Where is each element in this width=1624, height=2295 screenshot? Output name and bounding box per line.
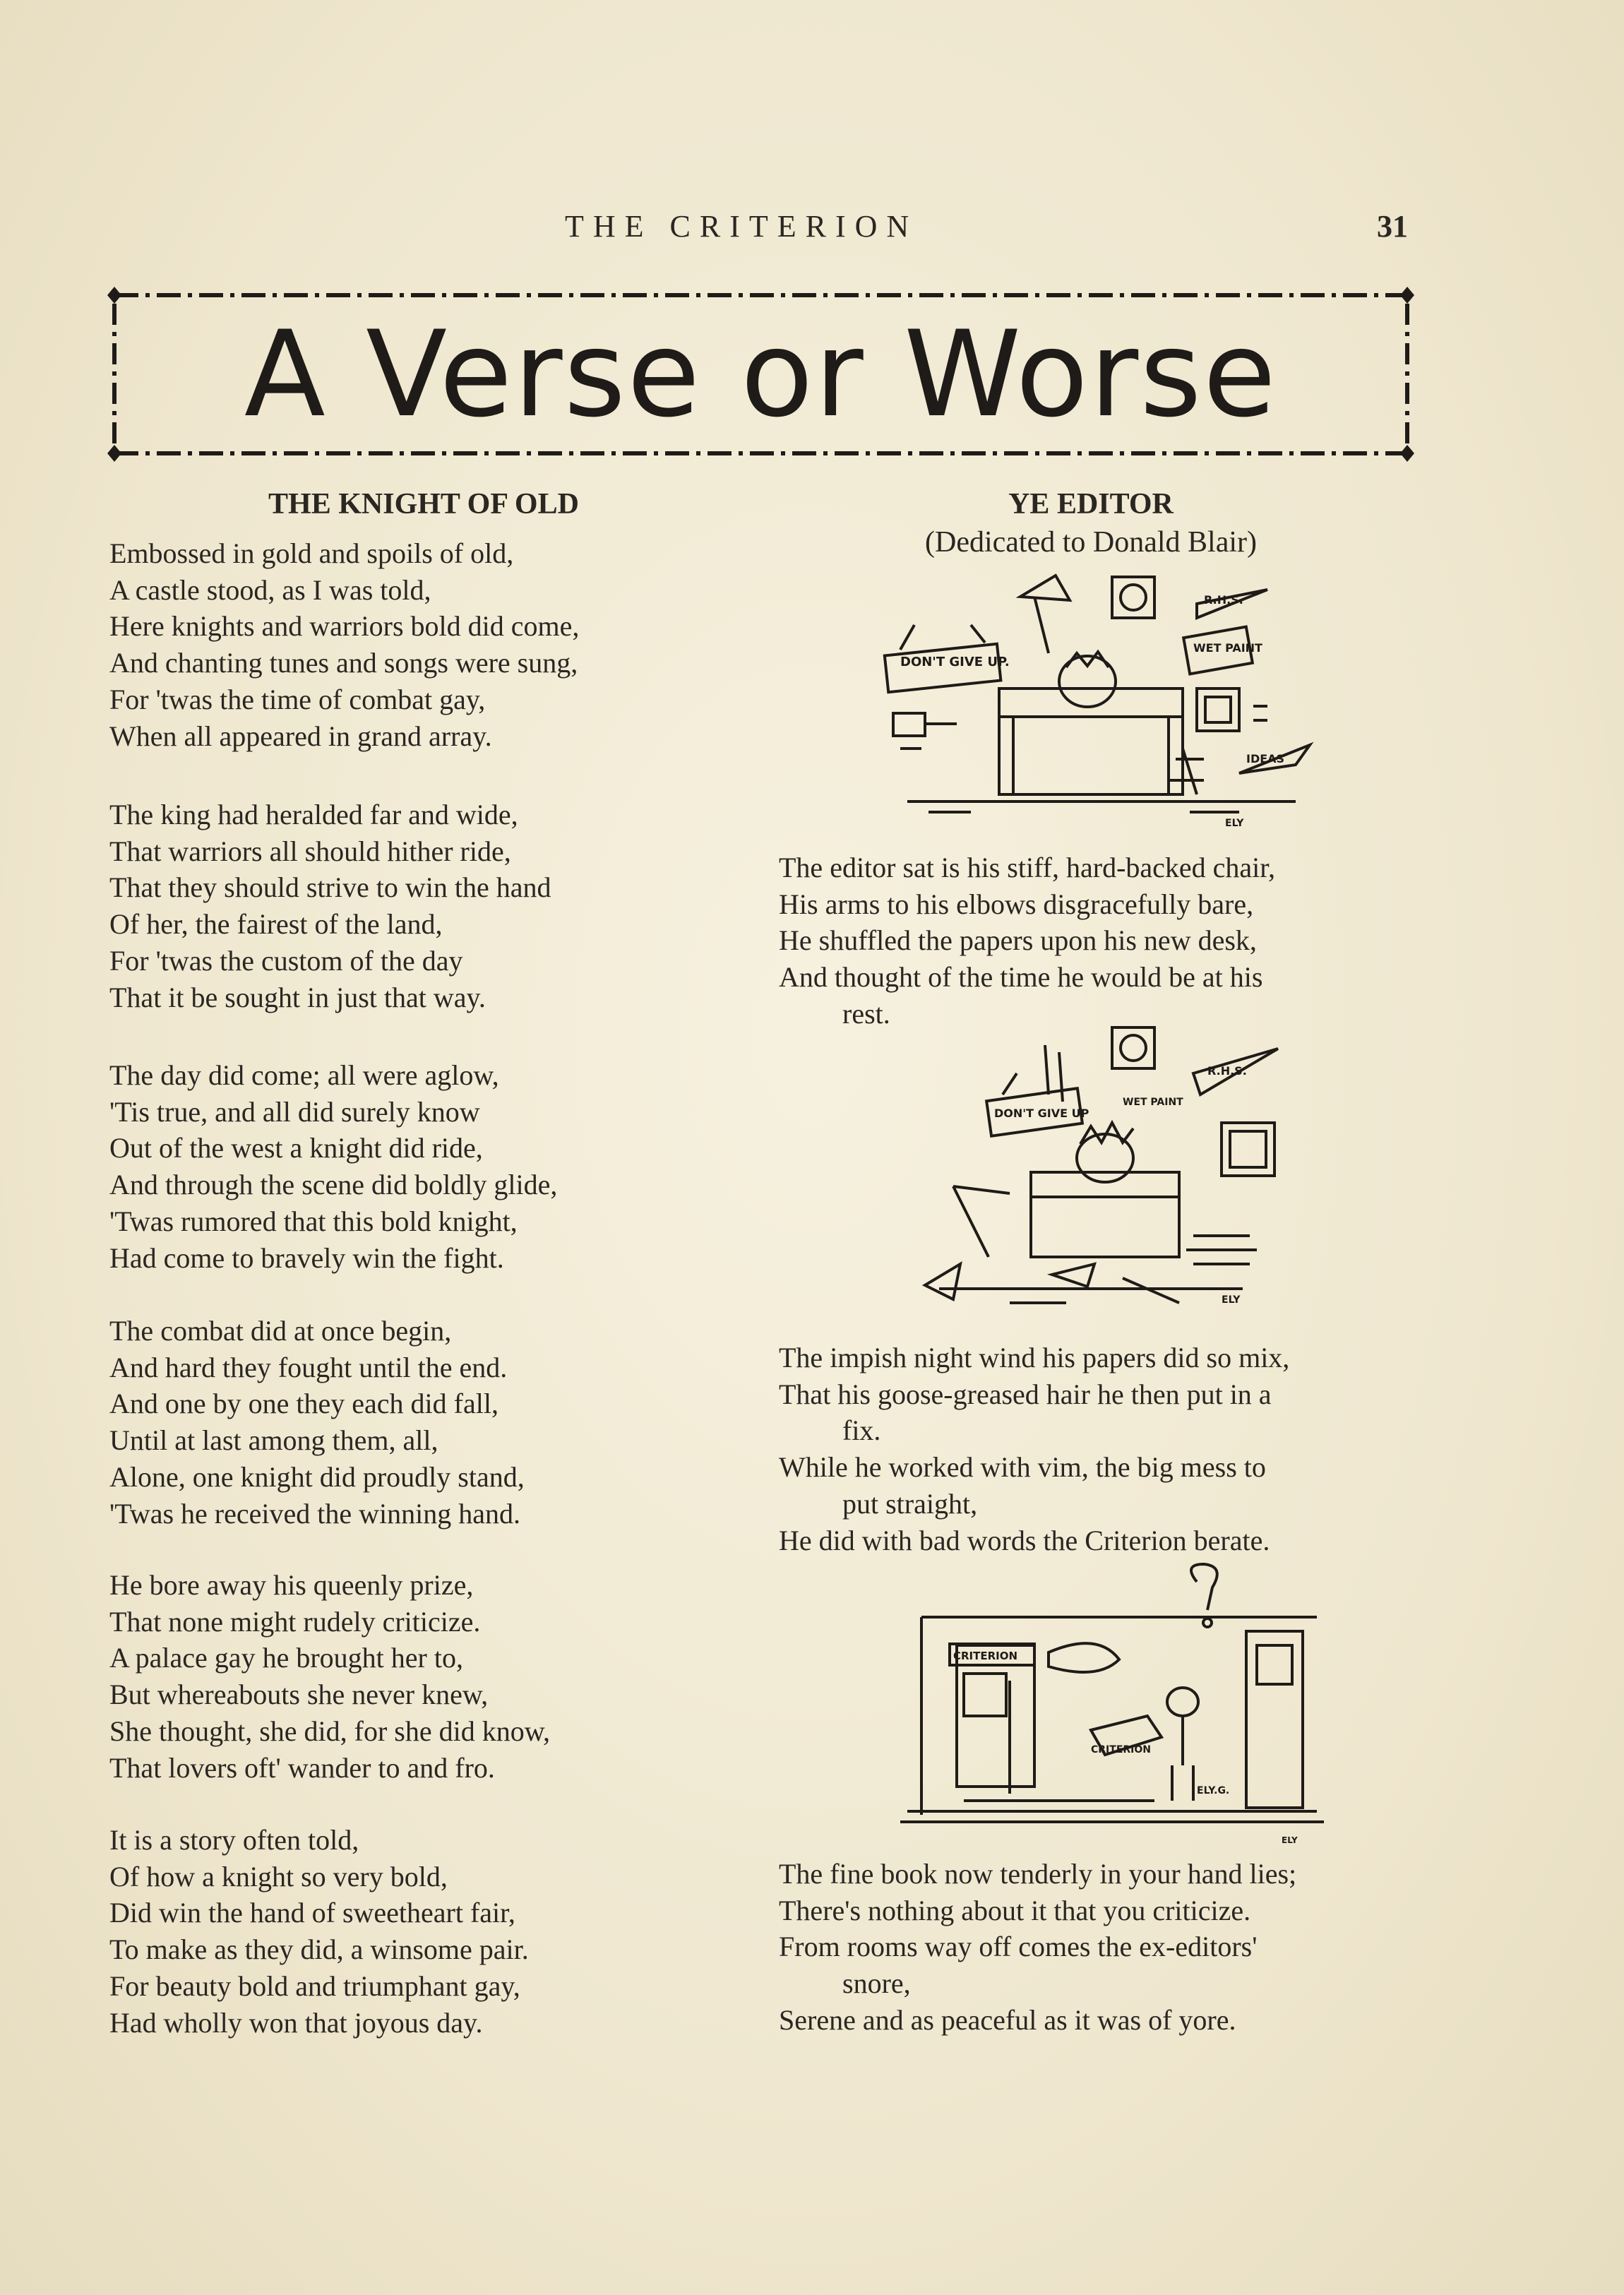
cartoon-2-note: WET PAINT (1123, 1097, 1183, 1108)
poem-line: Here knights and warriors bold did come, (109, 610, 580, 643)
poem-line: Serene and as peaceful as it was of yore. (779, 2003, 1236, 2036)
poem-line: Embossed in gold and spoils of old, (109, 537, 514, 569)
left-stanza-1 (109, 535, 579, 754)
poem-line: The impish night wind his papers did so mix, (779, 1342, 1290, 1373)
poem-line: snore, (842, 1967, 911, 2000)
poem-line: He bore away his queenly prize, (109, 1569, 474, 1601)
poem-line: That lovers oft' wander to and fro. (109, 1751, 495, 1784)
poem-line: For 'twas the time of combat gay, (109, 683, 486, 715)
poem-line: Had wholly won that joyous day. (109, 2006, 483, 2039)
poem-line: He shuffled the papers upon his new desk, (779, 924, 1257, 957)
poem-line: 'Twas he received the winning hand. (109, 1497, 520, 1530)
poem-line: She thought, she did, for she did know, (109, 1715, 551, 1747)
poem-line: And hard they fought until the end. (109, 1351, 508, 1383)
poem-line: There's nothing about it that you criticize. (779, 1894, 1251, 1926)
poem-line: While he worked with vim, the big mess to (779, 1451, 1266, 1484)
right-stanza-2 (779, 1340, 1289, 1558)
poem-line: The editor sat is his stiff, hard-backed chair, (779, 852, 1275, 883)
poem-line: And thought of the time he would be at his (779, 961, 1263, 994)
poem-line: Out of the west a knight did ride, (109, 1132, 483, 1164)
poem-line: The day did come; all were aglow, (109, 1059, 499, 1091)
cartoon-1-pennant: R.H.S. (1204, 593, 1243, 607)
cartoon-1-note: WET PAINT (1193, 641, 1262, 655)
left-stanza-4 (109, 1313, 525, 1532)
left-stanza-6 (109, 1822, 529, 2041)
poem-line: His arms to his elbows disgracefully bare, (779, 888, 1254, 920)
poem-line: The combat did at once begin, (109, 1315, 452, 1347)
cartoon-3-shelf-label: CRITERION (953, 1650, 1018, 1662)
left-stanza-5 (109, 1567, 550, 1786)
cartoon-office (886, 1561, 1345, 1850)
right-stanza-1 (779, 850, 1275, 1032)
cartoon-3-book-label: CRITERION (1091, 1744, 1151, 1755)
poem-line: A palace gay he brought her to, (109, 1642, 463, 1674)
poem-line: Alone, one knight did proudly stand, (109, 1460, 525, 1493)
poem-line: Of how a knight so very bold, (109, 1860, 448, 1892)
poem-line: And one by one they each did fall, (109, 1388, 498, 1420)
left-stanza-3 (109, 1057, 557, 1276)
cartoon-1-tag: IDEAS (1246, 752, 1285, 765)
poem-line: And chanting tunes and songs were sung, (109, 647, 578, 679)
poem-line: Of her, the fairest of the land, (109, 908, 443, 941)
poem-line: And through the scene did boldly glide, (109, 1169, 558, 1201)
poem-line: fix. (842, 1414, 881, 1447)
poem-line: Had come to bravely win the fight. (109, 1241, 504, 1274)
poem-line: That they should strive to win the hand (109, 871, 551, 904)
cartoon-2-signature: ELY (1222, 1294, 1241, 1306)
cartoon-editor-at-desk (872, 568, 1317, 830)
left-poem-title: THE KNIGHT OF OLD (268, 488, 579, 520)
poem-line: To make as they did, a winsome pair. (109, 1933, 529, 1966)
poem-line: 'Tis true, and all did surely know (109, 1095, 480, 1128)
cartoon-3-signature: ELY (1282, 1835, 1298, 1845)
right-stanza-3 (779, 1856, 1296, 2039)
poem-line: For 'twas the custom of the day (109, 944, 463, 977)
poem-line: rest. (842, 997, 890, 1030)
poem-line: The fine book now tenderly in your hand lies; (779, 1858, 1297, 1890)
poem-line: He did with bad words the Criterion berate. (779, 1524, 1270, 1556)
running-title: THE CRITERION (565, 209, 919, 244)
running-head (0, 208, 1624, 251)
poem-line: It is a story often told, (109, 1824, 359, 1856)
cartoon-2-sign: DON'T GIVE UP (994, 1107, 1089, 1120)
poem-line: That his goose-greased hair he then put in a (779, 1378, 1272, 1410)
poem-line: From rooms way off comes the ex-editors' (779, 1931, 1258, 1963)
cartoon-1-sign: DON'T GIVE UP. (900, 655, 1010, 669)
poem-line: That it be sought in just that way. (109, 981, 486, 1013)
right-poem-title: YE EDITOR (1008, 488, 1174, 520)
poem-line: But whereabouts she never knew, (109, 1679, 489, 1711)
cartoon-1-signature: ELY (1225, 818, 1244, 829)
poem-line: That none might rudely criticize. (109, 1605, 481, 1638)
left-stanza-2 (109, 797, 551, 1015)
poem-line: For beauty bold and triumphant gay, (109, 1969, 520, 2002)
poem-line: That warriors all should hither ride, (109, 835, 511, 867)
page-number: 31 (1377, 209, 1408, 244)
poem-line: The king had heralded far and wide, (109, 799, 518, 830)
cartoon-papers-flying (911, 1024, 1292, 1313)
poem-line: Did win the hand of sweetheart fair, (109, 1897, 515, 1929)
cartoon-2-pennant: R.H.S. (1207, 1064, 1247, 1078)
poem-line: put straight, (842, 1487, 978, 1520)
banner-title: A Verse or Worse (244, 305, 1278, 443)
poem-line: Until at last among them, all, (109, 1424, 438, 1457)
poem-line: When all appeared in grand array. (109, 720, 492, 752)
dedication: (Dedicated to Donald Blair) (925, 526, 1257, 559)
cartoon-3-name-tag: ELY.G. (1197, 1785, 1230, 1796)
poem-line: 'Twas rumored that this bold knight, (109, 1205, 518, 1237)
poem-line: A castle stood, as I was told, (109, 573, 431, 606)
